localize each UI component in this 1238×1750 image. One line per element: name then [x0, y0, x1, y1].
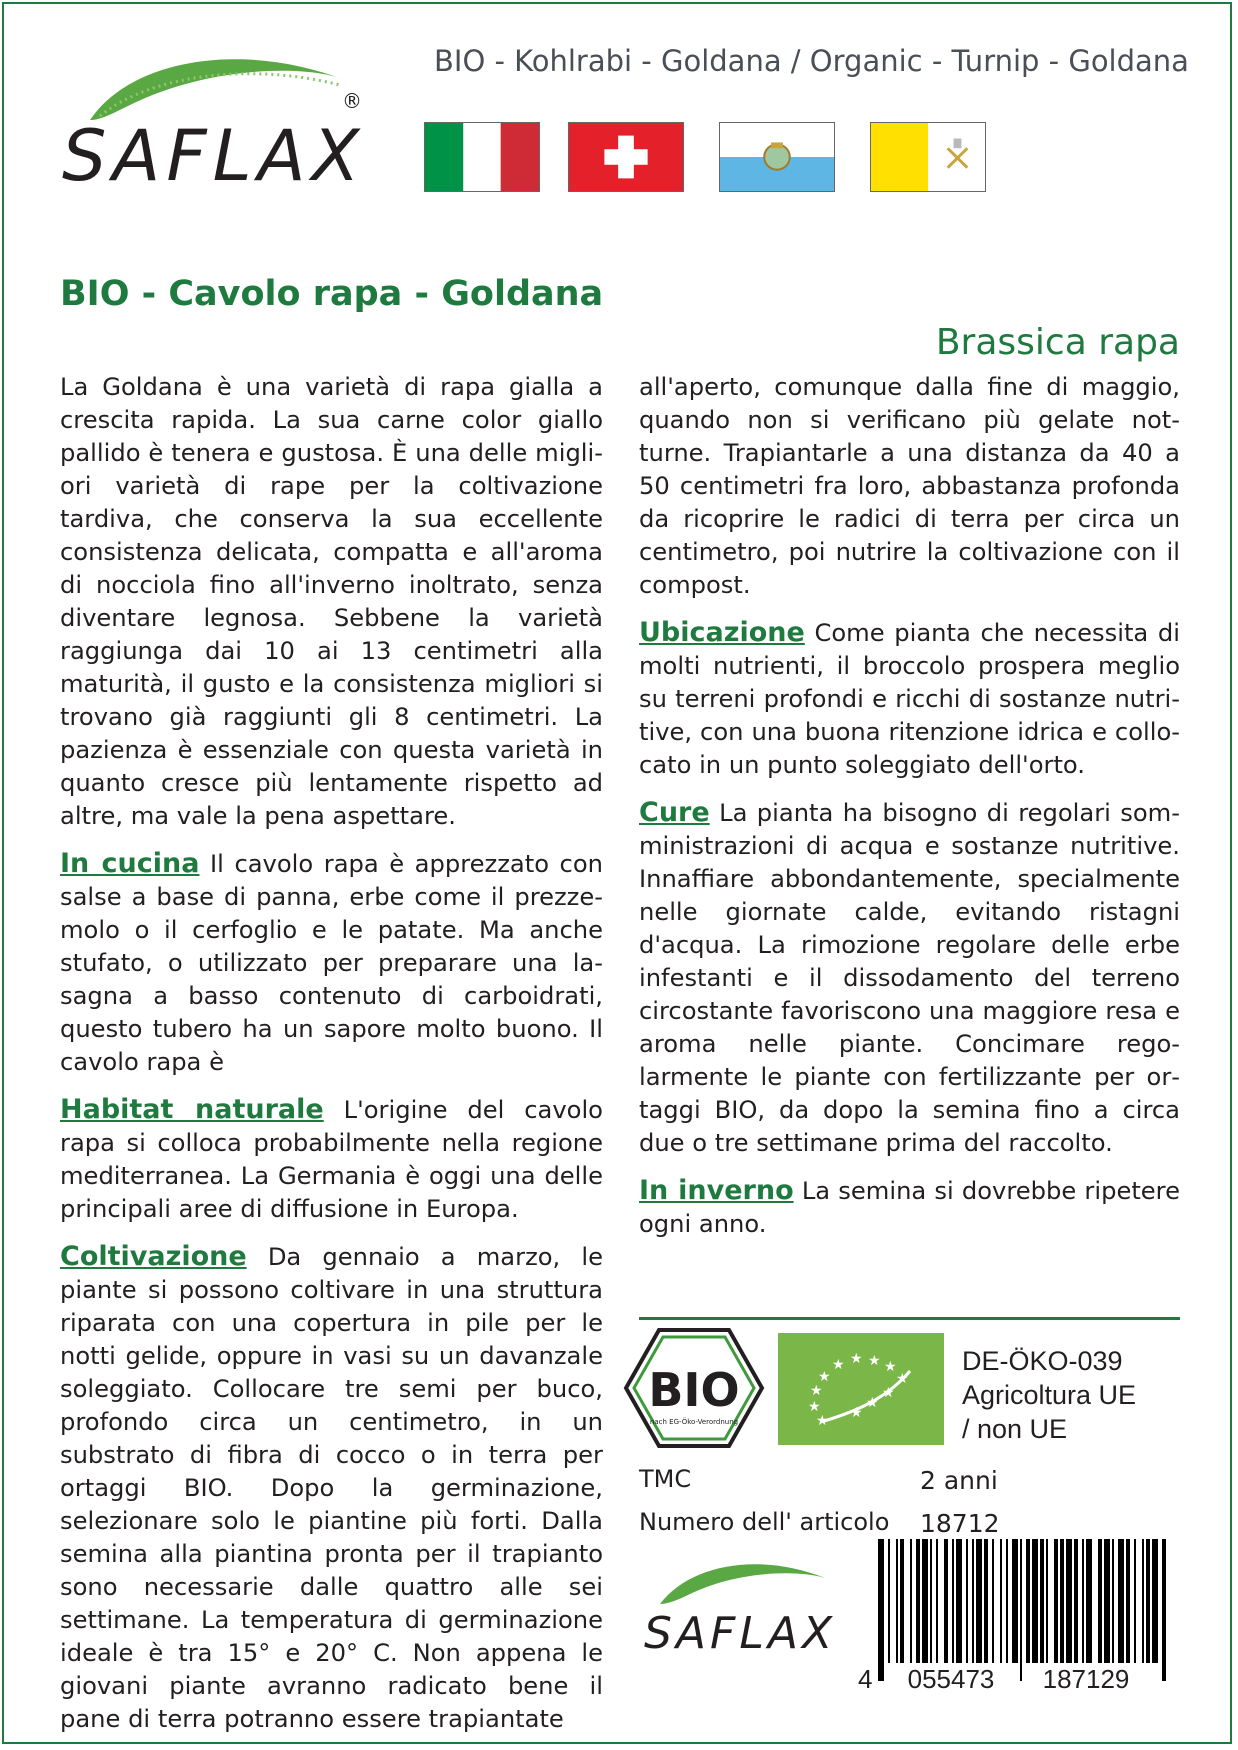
- section-inverno: [639, 1174, 1180, 1241]
- section-heading: Habitat naturale: [60, 1094, 324, 1125]
- right-column: [639, 371, 1180, 1255]
- article-number-label: Numero dell' articolo: [639, 1508, 890, 1536]
- tmc-label: TMC: [639, 1465, 692, 1493]
- cert-code-line: / non UE: [962, 1414, 1068, 1444]
- barcode-bar: [1026, 1539, 1030, 1663]
- svg-text:★: ★: [882, 1385, 895, 1401]
- italy-flag: [424, 122, 540, 192]
- product-header-line: BIO - Kohlrabi - Goldana / Organic - Turnip - Goldana: [434, 44, 1189, 78]
- left-column: [60, 371, 603, 1733]
- bio-seal-text: BIO: [648, 1363, 740, 1417]
- barcode-bar: [1046, 1539, 1048, 1663]
- barcode-bar: [1162, 1539, 1166, 1681]
- barcode-bar: [966, 1539, 968, 1663]
- latin-name: Brassica rapa: [935, 322, 1180, 363]
- svg-text:★: ★: [896, 1371, 909, 1387]
- section-habitat: [60, 1093, 603, 1226]
- barcode-bar: [1112, 1539, 1114, 1663]
- svg-text:★: ★: [810, 1383, 823, 1399]
- section-heading: In inverno: [639, 1175, 794, 1206]
- barcode-bar: [972, 1539, 974, 1663]
- barcode-bar: [1082, 1539, 1084, 1663]
- barcode-bar: [910, 1539, 912, 1663]
- eu-organic-leaf-logo: [778, 1333, 944, 1445]
- san-marino-flag: [719, 122, 835, 192]
- article-number-value: 18712: [920, 1509, 1000, 1538]
- bio-seal-logo: [624, 1326, 764, 1450]
- barcode-bar: [922, 1539, 928, 1663]
- barcode-bar: [1000, 1539, 1002, 1663]
- section-text: Il cavolo rapa è apprezzato con salse a base di panna, erbe come il prezzemolo o il cerfoglio e le patate. Ma anche stufato, o utilizzato per preparare una lasagna a basso contenuto di carboidrati, questo tubero ha un sapore molto buono. Il cavolo rapa è: [60, 850, 603, 1076]
- tmc-value: 2 anni: [920, 1466, 998, 1495]
- section-text: La pianta ha bisogno di regolari somministrazioni di acqua e sostanze nutritive. Innaffiare abbondantemente, specialmente nelle giornate calde, evitando ristagni d'acqua. La rimozione regolare delle erbe infestanti e il dissodamento del terreno circostante favoriscono una maggiore resa e aroma nelle piante. Concimare regolarmente le piante con fertilizzante per ortaggi BIO, da dopo la semina fino a circa due o tre settimane prima del raccolto.: [639, 799, 1180, 1157]
- registered-mark: ®: [342, 89, 362, 113]
- barcode-digits-right: 187129: [1042, 1664, 1130, 1694]
- barcode: [856, 1535, 1176, 1705]
- barcode-bar: [1012, 1539, 1018, 1663]
- section-heading: Coltivazione: [60, 1241, 247, 1272]
- barcode-bar: [1054, 1539, 1058, 1663]
- section-heading: Ubicazione: [639, 617, 805, 648]
- barcode-bar: [1086, 1539, 1092, 1663]
- svg-text:★: ★: [850, 1351, 863, 1367]
- barcode-bar: [888, 1539, 890, 1663]
- barcode-bar: [1006, 1539, 1008, 1663]
- svg-text:★: ★: [832, 1357, 845, 1373]
- logo-wordmark: SAFLAX: [62, 115, 366, 197]
- svg-text:★: ★: [818, 1369, 831, 1385]
- barcode-bar: [916, 1539, 920, 1663]
- barcode-bar: [1146, 1539, 1150, 1663]
- barcode-bar: [944, 1539, 948, 1663]
- barcode-bar: [1060, 1539, 1064, 1663]
- barcode-bar: [1032, 1539, 1038, 1663]
- section-text: Da gennaio a marzo, le piante si possono coltivare in una struttura riparata con una copertura in pile per le notti gelide, oppure in vasi su un davanzale soleggiato. Collocare tre semi per buco, profondo circa un centimetro, in un substrato di fibra di cocco o in terra per ortaggi BIO. Dopo la germinazione, selezionare solo le piantine più forti. Dalla semina alla piantina pronta per il trapianto sono necessarie dalle quattro alle sei settimane. La temperatura di germinazione ideale è tra 15° e 20° C. Non appena le giovani piante avranno radicato bene il pane di terra potranno essere trapiantate: [60, 1243, 603, 1733]
- barcode-bar: [1098, 1539, 1102, 1663]
- bio-seal-subtext: nach EG-Öko-Verordnung: [649, 1418, 739, 1426]
- section-text: Come pianta che necessita di molti nutrienti, il broccolo prospera meglio su terreni profondi e ricchi di sostanze nutritive, con una buona ritenzione idrica e collocato in un punto soleggiato dell'orto.: [639, 619, 1180, 779]
- barcode-bar: [1134, 1539, 1136, 1663]
- barcode-bar: [930, 1539, 932, 1663]
- section-heading: In cucina: [60, 848, 200, 879]
- svg-text:★: ★: [866, 1395, 879, 1411]
- barcode-bar: [1020, 1539, 1022, 1681]
- saflax-logo: [60, 40, 410, 210]
- vatican-flag: [870, 122, 986, 192]
- barcode-digits-left: 055473: [907, 1664, 995, 1694]
- barcode-bar: [984, 1539, 988, 1663]
- svg-text:★: ★: [808, 1399, 821, 1415]
- barcode-bar: [976, 1539, 982, 1663]
- intro-paragraph: La Goldana è una varietà di rapa gialla a crescita rapida. La sua carne color giallo pallido è tenera e gustosa. È una delle migliori varietà di rape per la coltivazione tardiva, che conserva la sua eccellente consistenza delicata, compatta e all'aroma di nocciola fino all'inverno inoltrato, senza diventare legnosa. Sebbene la varietà raggiunga dai 10 ai 13 centimetri alla maturità, il gusto e la consistenza migliori si trovano già raggiunti gli 8 centimetri. La pazienza è essenziale con questa varietà in quanto cresce più lentamente rispetto ad altre, ma vale la pena aspettare.: [60, 373, 603, 830]
- barcode-bar: [1152, 1539, 1158, 1663]
- certification-divider: [639, 1317, 1180, 1320]
- barcode-bar: [1142, 1539, 1144, 1663]
- barcode-bar: [952, 1539, 954, 1663]
- cert-code-line: Agricoltura UE: [962, 1380, 1137, 1410]
- barcode-bar: [878, 1539, 884, 1681]
- barcode-bar: [1118, 1539, 1124, 1663]
- section-cure: [639, 796, 1180, 1160]
- coltivazione-continued: all'aperto, comunque dalla fine di maggio, quando non si verificano più gelate notturne. Trapiantarle a una distanza da 40 a 50 centimetri fra loro, abbastanza profonda da ricoprire le radici di terra per circa un centimetro, poi nutrire la coltivazione con il compost.: [639, 373, 1180, 599]
- cert-code-line: DE-ÖKO-039: [962, 1346, 1123, 1376]
- barcode-bar: [936, 1539, 938, 1663]
- barcode-bar: [1040, 1539, 1044, 1663]
- barcode-bar: [1066, 1539, 1072, 1663]
- certification-code: [962, 1344, 1136, 1446]
- barcode-bar: [992, 1539, 994, 1663]
- barcode-bar: [1074, 1539, 1078, 1663]
- section-heading: Cure: [639, 797, 710, 828]
- barcode-bar: [900, 1539, 904, 1663]
- section-ubicazione: [639, 616, 1180, 782]
- switzerland-flag: [568, 122, 684, 192]
- section-coltivazione: [60, 1240, 603, 1736]
- barcode-bar: [896, 1539, 898, 1663]
- svg-text:★: ★: [816, 1413, 829, 1429]
- barcode-bar: [1104, 1539, 1110, 1663]
- svg-text:★: ★: [868, 1353, 881, 1369]
- barcode-bar: [1126, 1539, 1130, 1663]
- saflax-logo-small: [640, 1552, 865, 1662]
- section-text: L'origine del cavolo rapa si colloca probabilmente nella regione mediterranea. La Germania è oggi una delle principali aree di diffusione in Europa.: [60, 1096, 603, 1223]
- barcode-bar: [956, 1539, 962, 1663]
- section-cucina: [60, 847, 603, 1079]
- logo-wordmark: SAFLAX: [644, 1608, 837, 1659]
- barcode-digit-prefix: 4: [858, 1664, 873, 1694]
- svg-text:★: ★: [884, 1359, 897, 1375]
- section-text: La semina si dovrebbe ripetere ogni anno.: [639, 1177, 1180, 1238]
- svg-text:★: ★: [850, 1405, 863, 1421]
- product-title: BIO - Cavolo rapa - Goldana: [60, 274, 604, 314]
